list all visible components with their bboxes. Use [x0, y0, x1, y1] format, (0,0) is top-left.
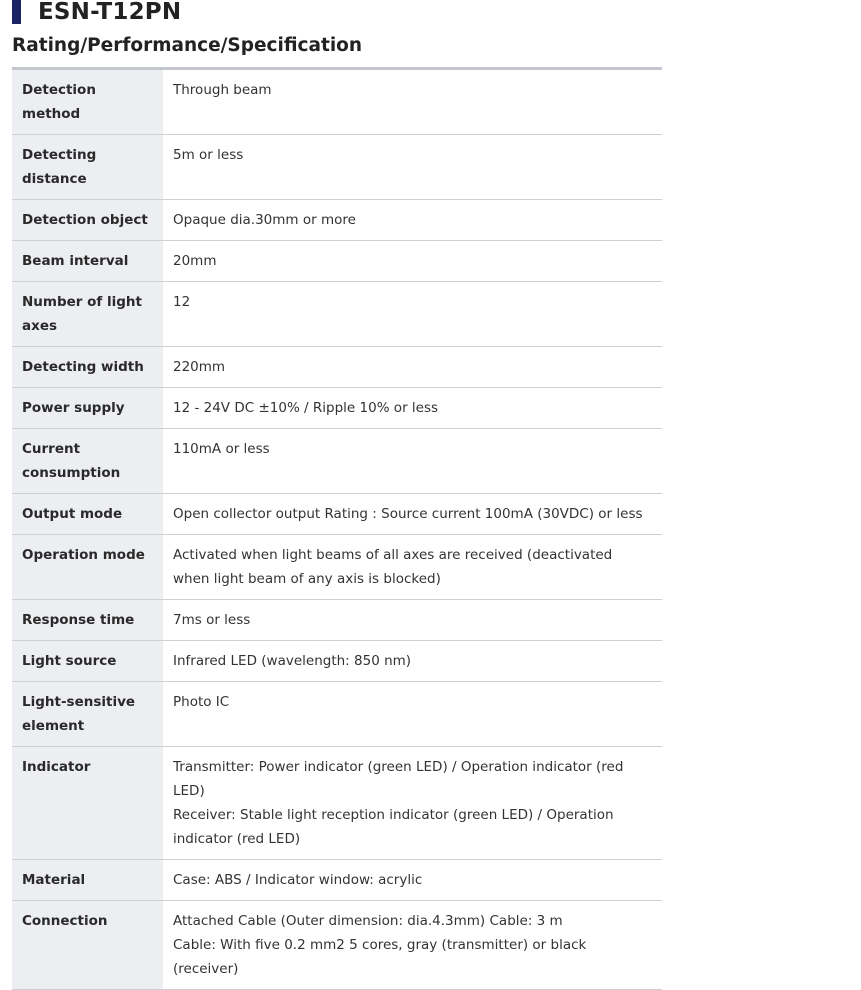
spec-label: Operation mode: [12, 535, 163, 600]
spec-value-line: Receiver: Stable light reception indicator (green LED) / Operation indicator (red LED): [173, 807, 614, 847]
spec-row: [12, 388, 662, 429]
spec-label: Material: [12, 860, 163, 901]
spec-row: [12, 535, 662, 600]
spec-row: [12, 641, 662, 682]
spec-value-line: Case: ABS / Indicator window: acrylic: [173, 872, 423, 888]
spec-value-line: Through beam: [173, 82, 272, 98]
title-accent-bar: [12, 0, 21, 24]
spec-row: [12, 494, 662, 535]
section-heading: Rating/Performance/Specification: [12, 35, 363, 56]
spec-table-body: [12, 69, 662, 990]
spec-value-line: Activated when light beams of all axes are received (deactivated when light beam of any axis is blocked): [173, 547, 613, 587]
spec-row: [12, 135, 662, 200]
spec-row: [12, 682, 662, 747]
spec-row: [12, 429, 662, 494]
spec-row: [12, 69, 662, 135]
spec-value: [163, 901, 662, 990]
product-title-block: [12, 0, 181, 26]
spec-value: [163, 429, 662, 494]
spec-row: [12, 901, 662, 990]
spec-value-line: 20mm: [173, 253, 217, 269]
spec-value-line: Transmitter: Power indicator (green LED) / Operation indicator (red LED): [173, 759, 624, 799]
spec-label: Detecting distance: [12, 135, 163, 200]
spec-row: [12, 860, 662, 901]
spec-value: [163, 860, 662, 901]
spec-value-line: Cable: With five 0.2 mm2 5 cores, gray (transmitter) or black (receiver): [173, 937, 587, 977]
spec-value-line: Attached Cable (Outer dimension: dia.4.3mm) Cable: 3 m: [173, 913, 563, 929]
spec-value-line: 12: [173, 294, 191, 310]
spec-value-line: Open collector output Rating : Source current 100mA (30VDC) or less: [173, 506, 643, 522]
spec-value-line: Opaque dia.30mm or more: [173, 212, 356, 228]
spec-value: [163, 747, 662, 860]
spec-label: Beam interval: [12, 241, 163, 282]
spec-value-line: Photo IC: [173, 694, 230, 710]
spec-value: [163, 535, 662, 600]
spec-label: Current consumption: [12, 429, 163, 494]
spec-value: [163, 641, 662, 682]
spec-label: Light-sensitive element: [12, 682, 163, 747]
spec-value: [163, 200, 662, 241]
spec-value: [163, 494, 662, 535]
spec-label: Power supply: [12, 388, 163, 429]
spec-label: Detection object: [12, 200, 163, 241]
spec-value: [163, 600, 662, 641]
spec-row: [12, 747, 662, 860]
spec-value: [163, 347, 662, 388]
spec-row: [12, 600, 662, 641]
spec-row: [12, 282, 662, 347]
spec-row: [12, 241, 662, 282]
spec-row: [12, 347, 662, 388]
spec-value-line: 12 - 24V DC ±10% / Ripple 10% or less: [173, 400, 439, 416]
spec-label: Response time: [12, 600, 163, 641]
spec-value: [163, 135, 662, 200]
spec-label: Number of light axes: [12, 282, 163, 347]
spec-value-line: 220mm: [173, 359, 226, 375]
spec-label: Light source: [12, 641, 163, 682]
spec-label: Detecting width: [12, 347, 163, 388]
spec-value: [163, 241, 662, 282]
spec-value-line: 110mA or less: [173, 441, 270, 457]
spec-table: [12, 67, 662, 990]
spec-value: [163, 69, 662, 135]
product-title: ESN-T12PN: [38, 0, 182, 25]
spec-value: [163, 388, 662, 429]
spec-row: [12, 200, 662, 241]
spec-label: Indicator: [12, 747, 163, 860]
spec-label: Connection: [12, 901, 163, 990]
spec-value: [163, 682, 662, 747]
spec-value-line: 5m or less: [173, 147, 244, 163]
spec-label: Output mode: [12, 494, 163, 535]
spec-value-line: 7ms or less: [173, 612, 251, 628]
spec-value: [163, 282, 662, 347]
spec-label: Detection method: [12, 69, 163, 135]
spec-value-line: Infrared LED (wavelength: 850 nm): [173, 653, 412, 669]
